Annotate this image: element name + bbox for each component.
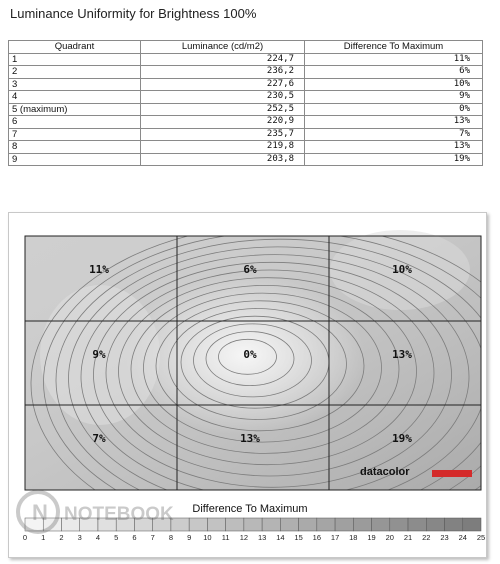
datacolor-logo bbox=[360, 466, 472, 484]
legend-swatch bbox=[299, 518, 317, 531]
cell-luminance: 219,8 bbox=[141, 141, 305, 154]
legend-swatch bbox=[317, 518, 335, 531]
legend-swatch bbox=[463, 518, 481, 531]
legend-tick-label: 4 bbox=[95, 533, 101, 542]
cell-quadrant: 2 bbox=[9, 66, 141, 79]
cell-luminance: 230,5 bbox=[141, 91, 305, 104]
cell-difference: 13% bbox=[305, 116, 483, 129]
legend-swatch bbox=[408, 518, 426, 531]
quadrant-label: 19% bbox=[392, 432, 412, 445]
legend-tick-label: 20 bbox=[385, 533, 394, 542]
datacolor-logo-text: datacolor bbox=[360, 466, 410, 478]
cell-difference: 9% bbox=[305, 91, 483, 104]
quadrant-label: 6% bbox=[243, 263, 257, 276]
cell-quadrant: 5 (maximum) bbox=[9, 103, 141, 116]
cell-quadrant: 8 bbox=[9, 141, 141, 154]
watermark-text: NOTEBOOK bbox=[64, 504, 174, 525]
legend-tick-label: 6 bbox=[132, 533, 137, 542]
legend-swatch bbox=[262, 518, 280, 531]
legend-swatch bbox=[426, 518, 444, 531]
legend-swatch bbox=[189, 518, 207, 531]
legend-tick-label: 18 bbox=[349, 533, 358, 542]
cell-luminance: 220,9 bbox=[141, 116, 305, 129]
cell-quadrant: 6 bbox=[9, 116, 141, 129]
header-quadrant: Quadrant bbox=[9, 41, 141, 54]
legend-swatch bbox=[372, 518, 390, 531]
legend-swatch bbox=[226, 518, 244, 531]
legend-swatch bbox=[335, 518, 353, 531]
header-difference: Difference To Maximum bbox=[305, 41, 483, 54]
legend-tick-label: 23 bbox=[440, 533, 449, 542]
cell-luminance: 227,6 bbox=[141, 78, 305, 91]
header-luminance: Luminance (cd/m2) bbox=[141, 41, 305, 54]
legend-swatch bbox=[353, 518, 371, 531]
cell-luminance: 224,7 bbox=[141, 53, 305, 66]
legend-swatch bbox=[445, 518, 463, 531]
cell-quadrant: 7 bbox=[9, 128, 141, 141]
cell-difference: 6% bbox=[305, 66, 483, 79]
quadrant-label: 9% bbox=[92, 348, 106, 361]
legend-tick-label: 22 bbox=[422, 533, 431, 542]
legend-tick-label: 12 bbox=[239, 533, 249, 542]
cell-luminance: 203,8 bbox=[141, 153, 305, 166]
legend-tick-label: 1 bbox=[41, 533, 46, 542]
legend-tick-label: 16 bbox=[312, 533, 322, 542]
page-title: Luminance Uniformity for Brightness 100% bbox=[10, 6, 257, 21]
cell-difference: 0% bbox=[305, 103, 483, 116]
legend-tick-label: 9 bbox=[187, 533, 192, 542]
cell-difference: 19% bbox=[305, 153, 483, 166]
legend-tick-label: 13 bbox=[257, 533, 267, 542]
legend-swatch bbox=[390, 518, 408, 531]
legend-tick-label: 5 bbox=[114, 533, 119, 542]
legend-swatch bbox=[207, 518, 225, 531]
legend-tick-label: 3 bbox=[77, 533, 82, 542]
legend-tick-label: 24 bbox=[458, 533, 467, 542]
cell-difference: 7% bbox=[305, 128, 483, 141]
quadrant-label: 11% bbox=[89, 263, 109, 276]
cell-quadrant: 4 bbox=[9, 91, 141, 104]
cell-quadrant: 9 bbox=[9, 153, 141, 166]
cell-luminance: 236,2 bbox=[141, 66, 305, 79]
legend-tick-label: 19 bbox=[367, 533, 376, 542]
legend-tick-label: 11 bbox=[221, 533, 230, 542]
cell-luminance: 235,7 bbox=[141, 128, 305, 141]
cell-quadrant: 1 bbox=[9, 53, 141, 66]
legend-swatch bbox=[244, 518, 262, 531]
quadrant-label: 7% bbox=[92, 432, 106, 445]
legend-tick-label: 0 bbox=[22, 533, 28, 542]
legend-tick-label: 21 bbox=[403, 533, 413, 542]
quadrant-label: 0% bbox=[243, 348, 257, 361]
svg-text:N: N bbox=[32, 500, 48, 525]
quadrant-label: 13% bbox=[240, 432, 260, 445]
legend-title: Difference To Maximum bbox=[192, 503, 308, 515]
legend-tick-label: 14 bbox=[276, 533, 285, 542]
cell-luminance: 252,5 bbox=[141, 103, 305, 116]
legend-tick-label: 25 bbox=[476, 533, 486, 542]
cell-difference: 13% bbox=[305, 141, 483, 154]
cell-quadrant: 3 bbox=[9, 78, 141, 91]
notebookcheck-watermark bbox=[16, 478, 176, 548]
legend-tick-label: 7 bbox=[150, 533, 155, 542]
cell-difference: 11% bbox=[305, 53, 483, 66]
legend-tick-label: 2 bbox=[59, 533, 64, 542]
quadrant-label: 13% bbox=[392, 348, 412, 361]
datacolor-logo-bar bbox=[432, 470, 472, 477]
legend-tick-label: 8 bbox=[168, 533, 174, 542]
legend-tick-label: 15 bbox=[294, 533, 303, 542]
legend-swatch bbox=[280, 518, 298, 531]
legend-tick-label: 17 bbox=[330, 533, 340, 542]
cell-difference: 10% bbox=[305, 78, 483, 91]
legend-tick-label: 10 bbox=[203, 533, 212, 542]
quadrant-label: 10% bbox=[392, 263, 412, 276]
